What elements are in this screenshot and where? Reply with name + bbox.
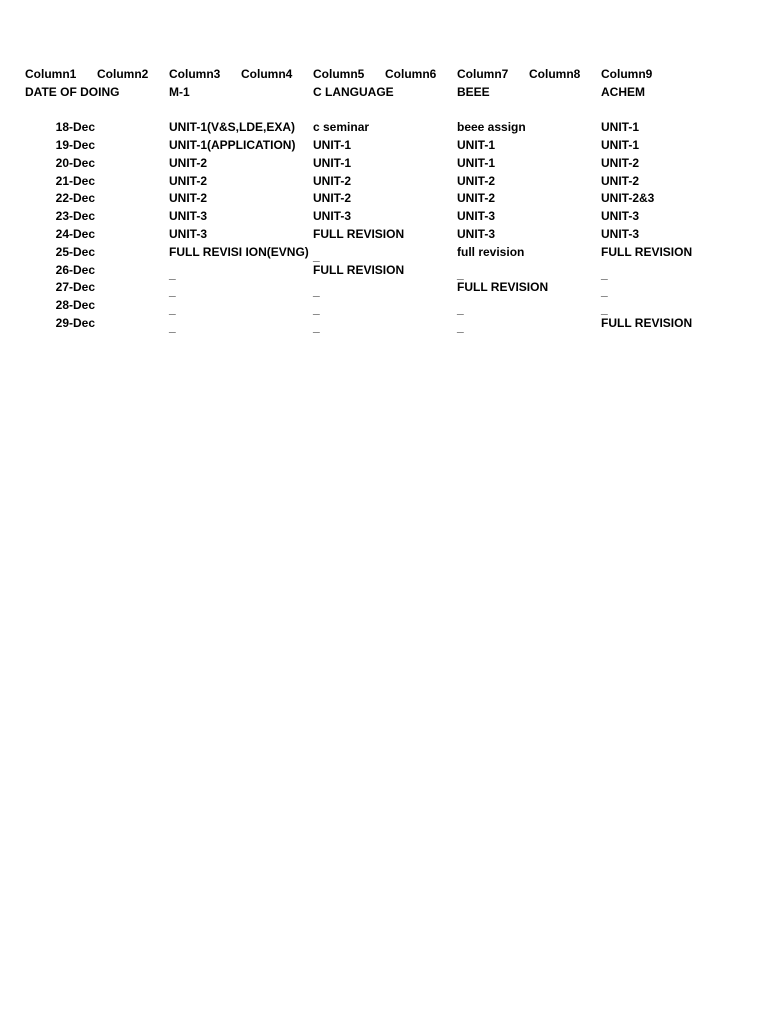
- row-achem-cell: _: [601, 267, 608, 281]
- row-date: 19-Dec: [55, 138, 95, 152]
- column-header-4: Column4: [241, 67, 293, 81]
- row-date: 21-Dec: [55, 174, 95, 188]
- row-c-language-cell: UNIT-1: [313, 156, 352, 170]
- row-achem-cell: UNIT-2: [601, 156, 640, 170]
- row-beee-cell: UNIT-2: [457, 174, 496, 188]
- row-achem-cell: UNIT-3: [601, 227, 640, 241]
- row-beee-cell: UNIT-2: [457, 191, 496, 205]
- row-m1-cell: UNIT-2: [169, 156, 208, 170]
- row-beee-cell: full revision: [457, 245, 525, 259]
- row-m1-cell: UNIT-3: [169, 209, 208, 223]
- row-m1-cell: UNIT-1(APPLICATION): [169, 138, 296, 152]
- row-date: 27-Dec: [55, 280, 95, 294]
- column-header-3: Column3: [169, 67, 221, 81]
- row-m1-cell: _: [169, 320, 176, 334]
- row-c-language-cell: _: [313, 302, 320, 316]
- row-date: 23-Dec: [55, 209, 95, 223]
- row-date: 18-Dec: [55, 120, 95, 134]
- row-date: 25-Dec: [55, 245, 95, 259]
- row-date: 22-Dec: [55, 191, 95, 205]
- row-c-language-cell: FULL REVISION: [313, 263, 405, 277]
- row-m1-cell: _: [169, 302, 176, 316]
- row-achem-cell: UNIT-1: [601, 138, 640, 152]
- column-header-2: Column2: [97, 67, 149, 81]
- column-header-9: Column9: [601, 67, 653, 81]
- row-beee-cell: beee assign: [457, 120, 526, 134]
- row-achem-cell: UNIT-1: [601, 120, 640, 134]
- row-m1-cell: UNIT-2: [169, 174, 208, 188]
- row-date: 26-Dec: [55, 263, 95, 277]
- row-date: 24-Dec: [55, 227, 95, 241]
- date-of-doing-header: DATE OF DOING: [25, 85, 120, 99]
- row-c-language-cell: UNIT-1: [313, 138, 352, 152]
- subject-c-language-header: C LANGUAGE: [313, 85, 394, 99]
- row-beee-cell: UNIT-1: [457, 156, 496, 170]
- row-c-language-cell: UNIT-2: [313, 174, 352, 188]
- row-beee-cell: UNIT-3: [457, 209, 496, 223]
- row-m1-cell: _: [169, 284, 176, 298]
- column-header-8: Column8: [529, 67, 581, 81]
- row-achem-cell: _: [601, 302, 608, 316]
- row-beee-cell: UNIT-3: [457, 227, 496, 241]
- subject-m1-header: M-1: [169, 85, 190, 99]
- row-m1-cell: UNIT-1(V&S,LDE,EXA): [169, 120, 296, 134]
- column-header-6: Column6: [385, 67, 437, 81]
- row-beee-cell: _: [457, 302, 464, 316]
- row-c-language-cell: FULL REVISION: [313, 227, 405, 241]
- row-m1-cell: FULL REVISI ION(EVNG): [169, 245, 309, 259]
- subject-achem-header: ACHEM: [601, 85, 645, 99]
- row-achem-cell: FULL REVISION: [601, 245, 693, 259]
- row-achem-cell: FULL REVISION: [601, 316, 693, 330]
- row-beee-cell: FULL REVISION: [457, 280, 549, 294]
- column-header-5: Column5: [313, 67, 365, 81]
- row-achem-cell: _: [601, 284, 608, 298]
- row-m1-cell: _: [169, 267, 176, 281]
- row-date: 28-Dec: [55, 298, 95, 312]
- subject-beee-header: BEEE: [457, 85, 490, 99]
- row-date: 20-Dec: [55, 156, 95, 170]
- row-beee-cell: _: [457, 320, 464, 334]
- column-header-7: Column7: [457, 67, 509, 81]
- row-c-language-cell: _: [313, 249, 320, 263]
- row-m1-cell: UNIT-3: [169, 227, 208, 241]
- row-m1-cell: UNIT-2: [169, 191, 208, 205]
- row-c-language-cell: UNIT-2: [313, 191, 352, 205]
- row-date: 29-Dec: [55, 316, 95, 330]
- row-beee-cell: _: [457, 267, 464, 281]
- row-c-language-cell: UNIT-3: [313, 209, 352, 223]
- row-achem-cell: UNIT-2&3: [601, 191, 655, 205]
- row-c-language-cell: _: [313, 284, 320, 298]
- column-header-1: Column1: [25, 67, 77, 81]
- row-beee-cell: UNIT-1: [457, 138, 496, 152]
- row-achem-cell: UNIT-2: [601, 174, 640, 188]
- row-c-language-cell: c seminar: [313, 120, 370, 134]
- row-c-language-cell: _: [313, 320, 320, 334]
- row-achem-cell: UNIT-3: [601, 209, 640, 223]
